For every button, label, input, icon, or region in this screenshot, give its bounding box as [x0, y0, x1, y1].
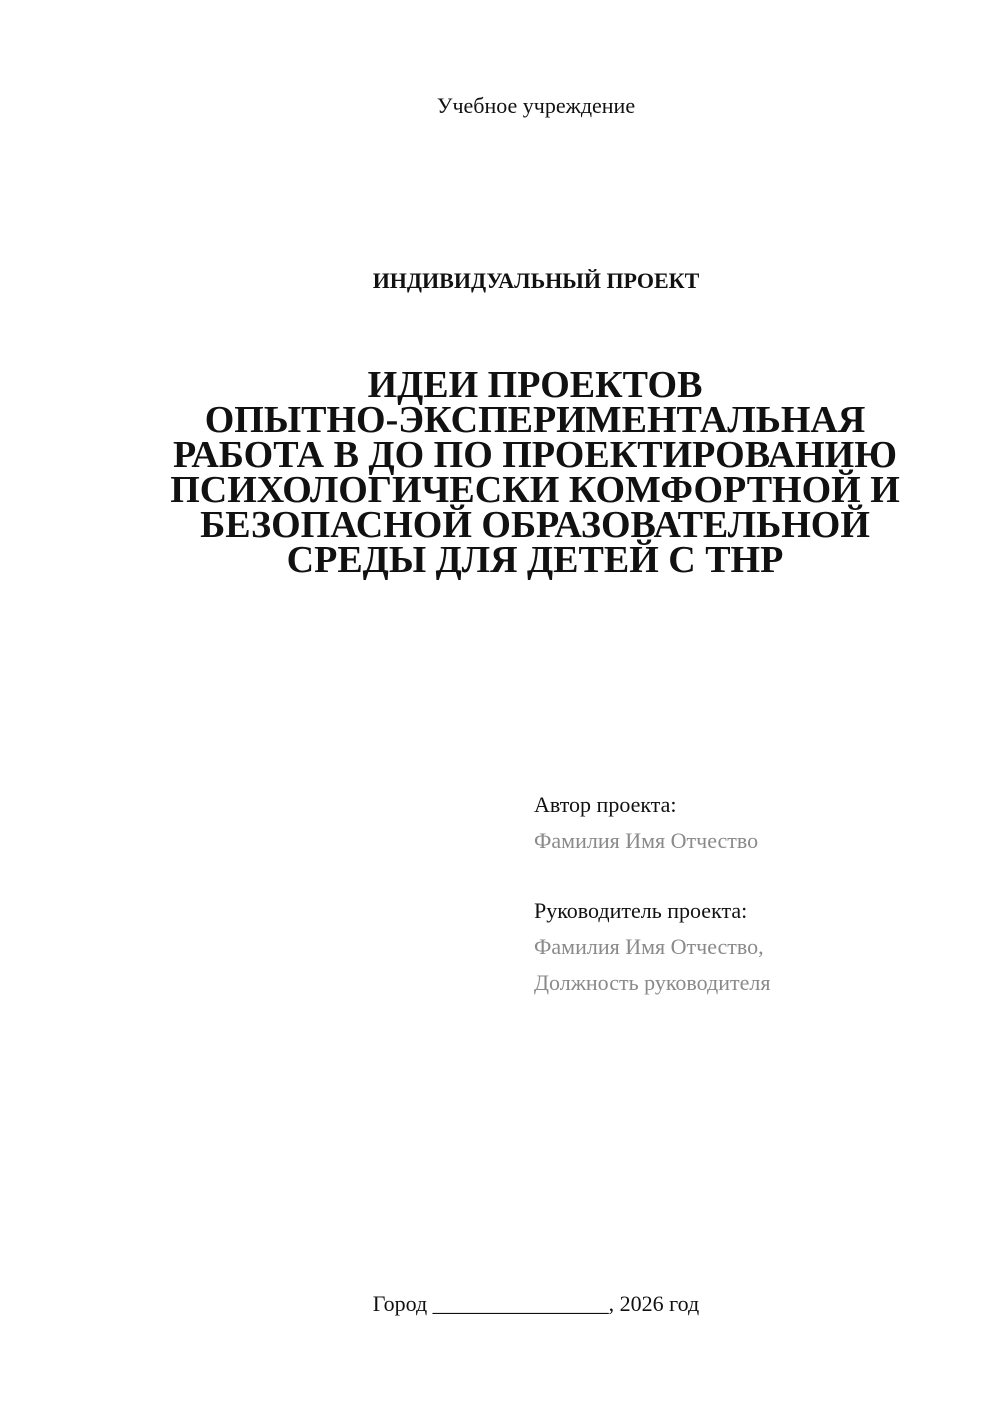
title-line: БЕЗОПАСНОЙ ОБРАЗОВАТЕЛЬНОЙ [200, 504, 870, 546]
credits-block [534, 787, 974, 1001]
supervisor-name: Фамилия Имя Отчество, [534, 934, 764, 959]
project-title [100, 364, 970, 581]
city-year-footer: Город ________________, 2026 год [372, 1291, 700, 1316]
title-line: ИДЕИ ПРОЕКТОВ [367, 364, 703, 406]
title-line: РАБОТА В ДО ПО ПРОЕКТИРОВАНИЮ [172, 434, 898, 476]
document-type: ИНДИВИДУАЛЬНЫЙ ПРОЕКТ [372, 268, 700, 293]
author-label: Автор проекта: [534, 792, 677, 817]
author-name: Фамилия Имя Отчество [534, 828, 759, 853]
supervisor-position: Должность руководителя [534, 970, 771, 995]
title-line: ОПЫТНО-ЭКСПЕРИМЕНТАЛЬНАЯ [204, 399, 866, 441]
title-line: ПСИХОЛОГИЧЕСКИ КОМФОРТНОЙ И [170, 469, 900, 511]
title-line: СРЕДЫ ДЛЯ ДЕТЕЙ С ТНР [286, 539, 784, 581]
institution-name: Учебное учреждение [436, 93, 636, 118]
credits-spacer [534, 859, 974, 893]
supervisor-label: Руководитель проекта: [534, 898, 748, 923]
